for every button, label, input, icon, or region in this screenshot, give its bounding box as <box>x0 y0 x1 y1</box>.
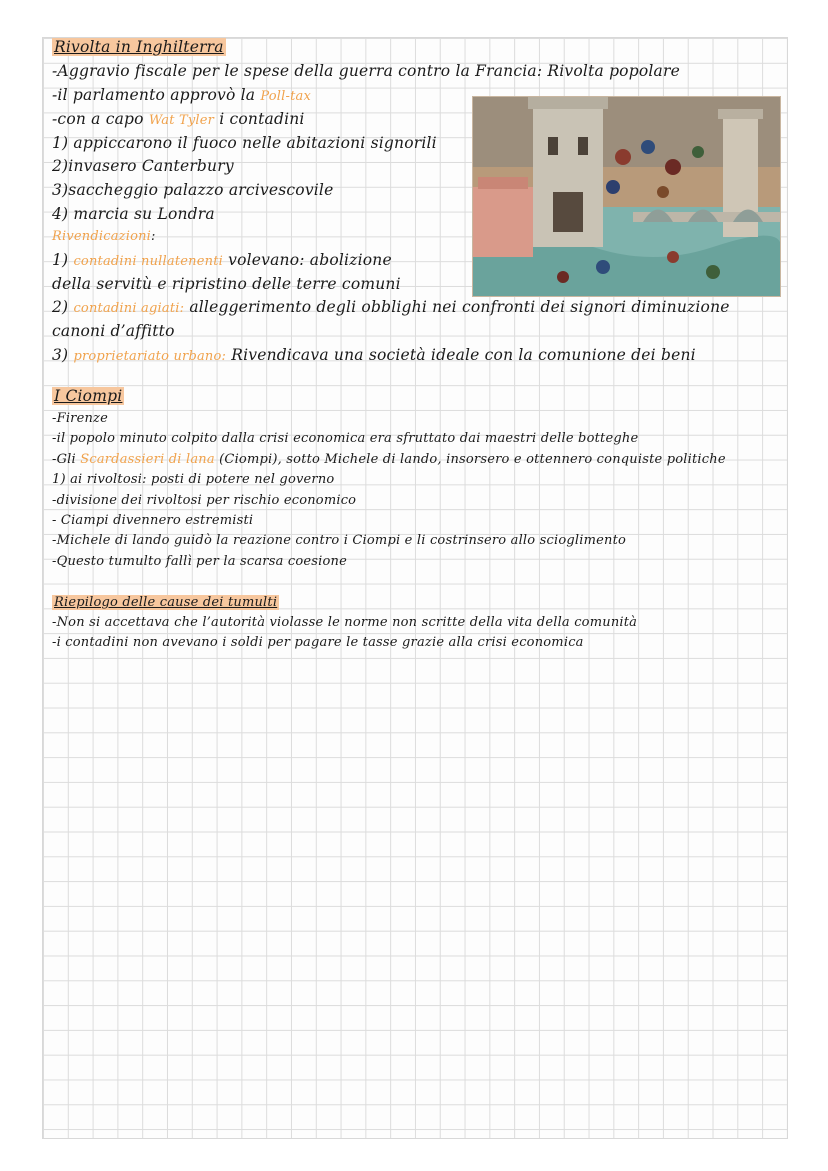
rivendicazioni-label: Rivendicazioni: <box>52 229 156 244</box>
text-line: 3)saccheggio palazzo arcivescovile <box>52 181 334 199</box>
text-line: -Aggravio fiscale per le spese della guerra contro la Francia: Rivolta popolare <box>52 62 680 80</box>
text-line: -il parlamento approvò la Poll-tax <box>52 86 312 104</box>
text-line: -divisione dei rivoltosi per rischio economico <box>52 493 357 508</box>
text-line: 1) ai rivoltosi: posti di potere nel governo <box>52 472 335 487</box>
text-line: canoni d’affitto <box>52 322 175 340</box>
text-line: -i contadini non avevano i soldi per pagare le tasse grazie alla crisi economica <box>52 635 584 650</box>
section-title-riepilogo: Riepilogo delle cause dei tumulti <box>54 595 278 610</box>
text-line: 4) marcia su Londra <box>52 205 215 223</box>
section-title-inghilterra: Rivolta in Inghilterra <box>54 38 224 56</box>
text-line: della servitù e ripristino delle terre comuni <box>52 275 401 293</box>
text-line: -Michele di lando guidò la reazione contro i Ciompi e li costrinsero allo scioglimento <box>52 533 627 548</box>
text-line: -Questo tumulto fallì per la scarsa coesione <box>52 554 347 569</box>
text-line: 2) contadini agiati: alleggerimento degli obblighi nei confronti dei signori diminuzione <box>52 298 730 316</box>
text-line: -Gli Scardassieri di lana (Ciompi), sotto Michele di lando, insorsero e ottennero conquiste politiche <box>52 452 726 467</box>
medieval-revolt-illustration <box>472 96 781 297</box>
text-line: -Firenze <box>52 411 108 426</box>
text-line: 3) proprietariato urbano: Rivendicava una società ideale con la comunione dei beni <box>52 346 696 364</box>
section-title-ciompi: I Ciompi <box>54 387 123 405</box>
text-line: -il popolo minuto colpito dalla crisi economica era sfruttato dai maestri delle botteghe <box>52 431 639 446</box>
text-line: - Ciampi divennero estremisti <box>52 513 254 528</box>
text-line: 2)invasero Canterbury <box>52 157 234 175</box>
text-line: 1) contadini nullatenenti volevano: abolizione <box>52 251 392 269</box>
text-line: -Non si accettava che l’autorità violasse le norme non scritte della vita della comunità <box>52 615 638 630</box>
text-line: 1) appiccarono il fuoco nelle abitazioni signorili <box>52 134 437 152</box>
text-line: -con a capo Wat Tyler i contadini <box>52 110 305 128</box>
